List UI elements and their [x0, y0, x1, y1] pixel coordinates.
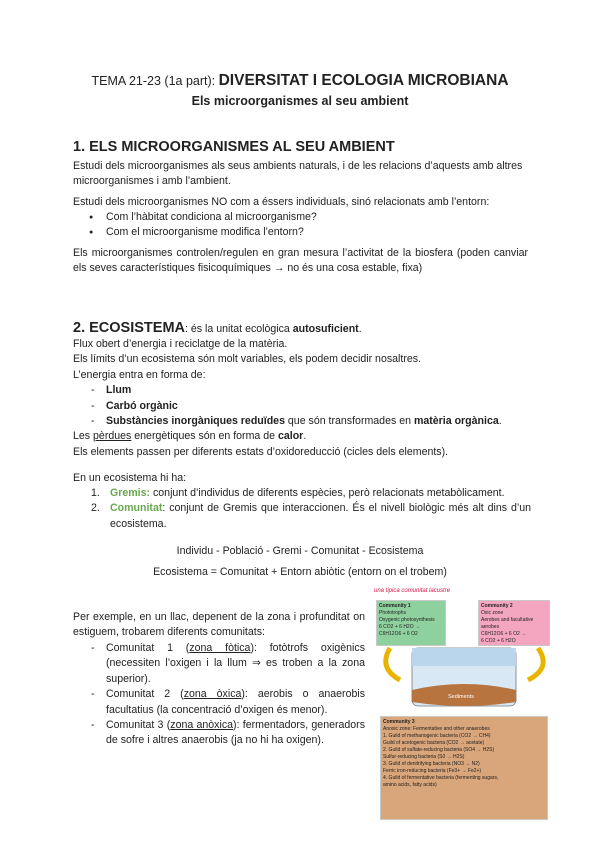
section2-heading-end: .: [358, 323, 362, 335]
document-subtitle: Els microorganismes al seu ambient: [191, 94, 409, 108]
list-item: [73, 687, 365, 718]
energy-item-organic-matter: matèria orgànica: [413, 415, 499, 428]
zone-photic: zona fòtica: [189, 642, 251, 654]
arrow-community2: [528, 648, 543, 680]
lake-surface: [412, 648, 516, 666]
section2-lines: [73, 337, 543, 460]
community1-line: Phototrophs: [379, 610, 406, 616]
list-item: [73, 501, 531, 532]
equation-line: Ecosistema = Comunitat + Entorn abiòtic (entorn on el trobem): [153, 566, 447, 578]
community-list: [73, 641, 365, 749]
zone-anoxic: zona anòxica: [170, 719, 234, 732]
item-number: 2.: [91, 502, 100, 515]
example-intro: Per exemple, en un llac, depenent de la zona i profunditat on estiguem, trobarem diferents comunitats:: [73, 611, 365, 639]
list-item: ● Com l’hàbitat condiciona al microorganisme?: [73, 210, 533, 225]
list-item: [73, 383, 543, 398]
section2-heading-bold: autosuficient: [292, 323, 359, 335]
community-post: ): fermentadors, generadors de sofre i altres anaerobis (ja no hi ha oxigen).: [106, 719, 366, 747]
document-title: [0, 72, 600, 90]
section1-heading: 1. ELS MICROORGANISMES AL SEU AMBIENT: [73, 139, 395, 155]
list-item: [73, 414, 543, 429]
list-item: [73, 641, 365, 687]
community2-title: Community 2: [481, 603, 513, 609]
item-number: 1.: [91, 487, 100, 499]
community2-line: Aerobes and facultative: [481, 617, 534, 623]
term-community: Comunitat: [110, 502, 163, 515]
section2-has: En un ecosistema hi ha:: [73, 472, 187, 484]
community3-line: Ferric iron-reducing bacteria (Fe3+ → Fe2+): [383, 768, 482, 774]
section2-heading-rest: : és la unitat ecològica: [185, 323, 293, 335]
zone-oxic: zona òxica: [183, 688, 242, 701]
list-item: [73, 486, 531, 501]
community2-line: aerobes: [481, 624, 500, 630]
community2-line: Oxic zone: [481, 610, 504, 616]
section1-para2: Estudi dels microorganismes NO com a éssers individuals, sinó relacionats amb l’entorn:: [73, 196, 490, 208]
section2-elements: Els elements passen per diferents estats d’oxidoreducció (cicles dels elements).: [73, 445, 449, 458]
section1-bullets: [73, 210, 533, 241]
title-prefix: TEMA 21-23 (1a part):: [91, 74, 219, 88]
hierarchy-line: Individu - Població - Gremi - Comunitat - Ecosistema: [176, 545, 424, 557]
lake-community-figure: [372, 588, 556, 820]
list-item: [73, 718, 365, 749]
community-pre: Comunitat 2 (: [106, 688, 184, 701]
community2-line: C6H12O6 + 6 O2 →: [481, 631, 527, 637]
losses-underlined: pèrdues: [93, 430, 132, 443]
community1-line: Oxygenic photosynthesis: [379, 617, 435, 623]
losses-bold: calor: [277, 430, 304, 443]
energy-item-light: Llum: [106, 384, 132, 397]
section2-heading-title: 2. ECOSISTEMA: [73, 320, 185, 336]
figure-caption: una tipica comunitat lacustre: [374, 588, 451, 594]
losses-mid: energètiques són en forma de: [131, 430, 278, 443]
community3-line: 4. Guild of fermentative bacteria (fermenting sugars,: [383, 775, 499, 781]
community3-line: Sulfur-reducing bacteria (S0 → H2S): [383, 754, 465, 760]
section2-heading: [73, 320, 543, 336]
energy-item-inorganic: Substàncies inorgàniques reduïdes: [106, 415, 285, 428]
section2-line3: L’energia entra en forma de:: [73, 368, 206, 381]
ecosystem-items: [73, 486, 531, 532]
item-text: : conjunt de Gremis que interaccionen. És el nivell biològic més alt dins d’un ecosistema.: [110, 502, 531, 530]
community3-line: Guild of acetogenic bacteria (CO2 → acetate): [383, 740, 485, 746]
community3-title: Community 3: [383, 719, 415, 725]
energy-item-organic-carbon: Carbó orgànic: [106, 399, 178, 412]
community-pre: Comunitat 3 (: [106, 719, 171, 732]
community-pre: Comunitat 1 (: [106, 642, 190, 654]
term-guild: Gremis:: [110, 487, 151, 499]
arrow-community1: [386, 648, 400, 680]
section2-losses: [73, 429, 543, 444]
community3-line: amino acids, fatty acids): [383, 782, 437, 788]
section1-para1: Estudi dels microorganismes als seus ambients naturals, i de les relacions d’aquests amb altres microorganismes i amb l’ambient.: [73, 160, 523, 188]
community3-line: Anoxic zone: Fermentative and other anaerobes: [383, 726, 490, 732]
community3-line: 1. Guild of methanogenic bacteria (CO2 → CH4): [383, 733, 491, 739]
losses-pre: Les: [73, 430, 94, 443]
community2-line: 6 CO2 + 6 H2O: [481, 638, 516, 644]
community3-box: [380, 716, 548, 820]
list-item: ● Com el microorganisme modifica l’entorn?: [73, 225, 533, 240]
item-text: conjunt d’individus de diferents espècies, però relacionats metabòlicament.: [150, 487, 505, 499]
community-post: ): fotòtrofs oxigènics (necessiten l’oxigen i la llum ⇒ es troben a la zona superior).: [106, 642, 365, 685]
section2-line1: Flux obert d’energia i reciclatge de la matèria.: [73, 338, 288, 350]
section1-para3: Els microorganismes controlen/regulen en gran mesura l’activitat de la biosfera (poden canviar els seves característiques fisicoquímiques → no és una cosa estable, fixa): [73, 247, 528, 275]
sediments-label: Sediments: [448, 694, 474, 700]
list-item: [73, 399, 543, 414]
community3-line: 2. Guild of sulfate-reducing bacteria (SO4 → H2S): [383, 747, 495, 753]
energy-list: [73, 383, 543, 429]
section2-line2: Els límits d’un ecosistema són molt variables, els podem decidir nosaltres.: [73, 353, 421, 366]
community1-line: 6 CO2 + 6 H2O →: [379, 624, 420, 630]
community3-line: 3. Guild of denitrifying bacteria (NO3 → N2): [383, 761, 480, 767]
community1-line: C6H12O6 + 6 O2: [379, 631, 418, 637]
energy-item-end: .: [498, 415, 502, 428]
lake-diagram: [372, 638, 556, 718]
community1-title: Community 1: [379, 603, 411, 609]
losses-end: .: [303, 430, 307, 443]
energy-item-mid: que són transformades en: [284, 415, 414, 428]
community-post: ): aerobis o anaerobis facultatius (la concentració d’oxigen és menor).: [106, 688, 365, 716]
title-main: DIVERSITAT I ECOLOGIA MICROBIANA: [218, 72, 509, 89]
